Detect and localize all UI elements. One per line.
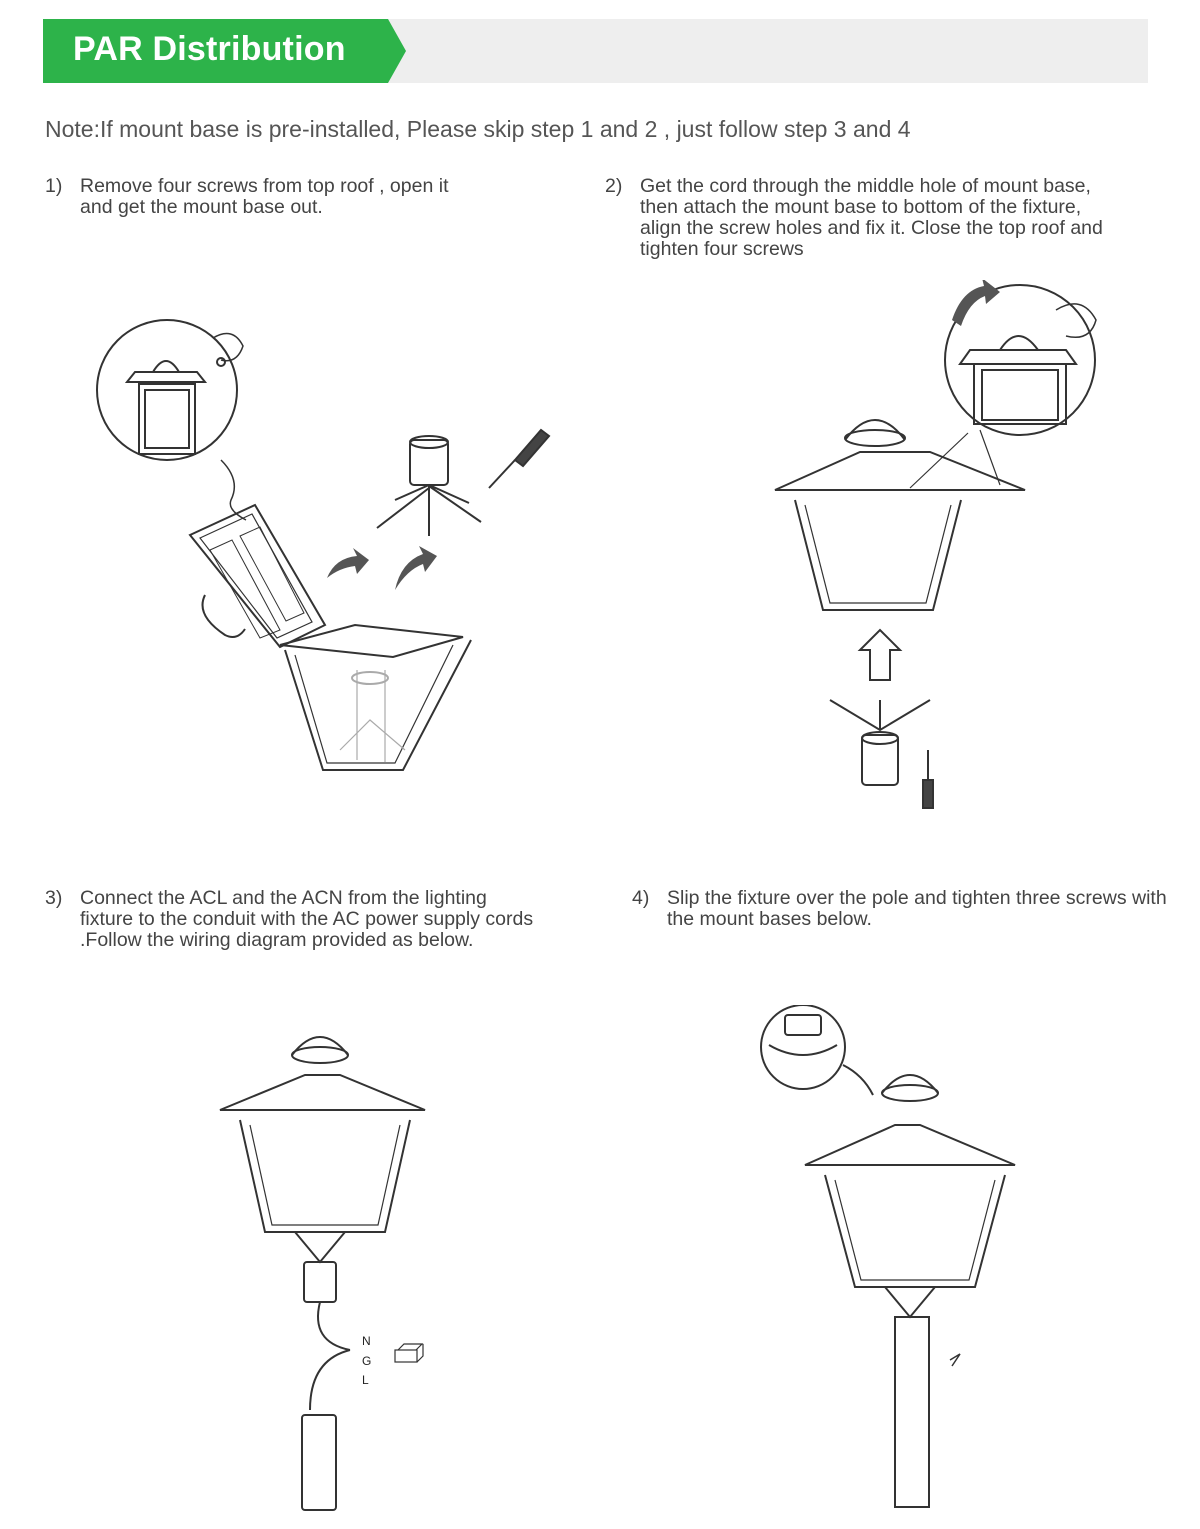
rotate-arrow [952, 280, 1000, 326]
step-3-illustration [210, 1025, 450, 1515]
step-2-number: 2) [605, 175, 623, 197]
note-text: Note:If mount base is pre-installed, Please skip step 1 and 2 , just follow step 3 and 4 [45, 116, 911, 142]
detail-circle-pole-top [761, 1005, 873, 1095]
screwdriver-icon [923, 750, 933, 808]
step-2-text: Get the cord through the middle hole of mount base, then attach the mount base to bottom of the fixture, align the screw holes and fix it. Close the top roof and tighten four screws [640, 175, 1103, 260]
opened-roof [190, 505, 325, 647]
mount-base-inverted [830, 700, 930, 785]
step-2-illustration [760, 280, 1130, 820]
detail-circle-roof-screw [97, 320, 246, 520]
up-arrow-icon [860, 630, 900, 680]
lift-arrows [327, 546, 437, 590]
lamp-body-open [280, 625, 471, 770]
step-4-illustration [755, 1005, 1035, 1515]
step-1-illustration [95, 310, 555, 790]
step-4-number: 4) [632, 887, 650, 909]
lamp-body [775, 420, 1025, 610]
mount-base [304, 1262, 336, 1302]
screwdriver-icon [489, 430, 549, 488]
header-tab [43, 19, 408, 83]
screw-icon [950, 1354, 960, 1366]
wire-label-l: L [362, 1373, 369, 1387]
step-1-text: Remove four screws from top roof , open it and get the mount base out. [80, 175, 449, 218]
step-3-number: 3) [45, 887, 63, 909]
wire-label-g: G [362, 1354, 372, 1368]
step-1-number: 1) [45, 175, 63, 197]
wire-connector-icon [395, 1344, 423, 1362]
wiring-cords [302, 1302, 350, 1510]
lamp-body [220, 1037, 425, 1262]
step-3-text: Connect the ACL and the ACN from the lighting fixture to the conduit with the AC power supply cords .Follow the wiring diagram provided as below. [80, 887, 534, 951]
wire-label-n: N [362, 1334, 371, 1348]
step-4 [632, 888, 1172, 930]
step-1 [45, 176, 465, 218]
step-4-text: Slip the fixture over the pole and tighten three screws with the mount bases below. [667, 887, 1167, 930]
mount-base [377, 436, 481, 536]
step-2 [605, 176, 1125, 260]
step-3 [45, 888, 545, 951]
lamp-body [805, 1075, 1015, 1317]
page-title: PAR Distribution [73, 30, 346, 68]
pole [895, 1317, 929, 1507]
